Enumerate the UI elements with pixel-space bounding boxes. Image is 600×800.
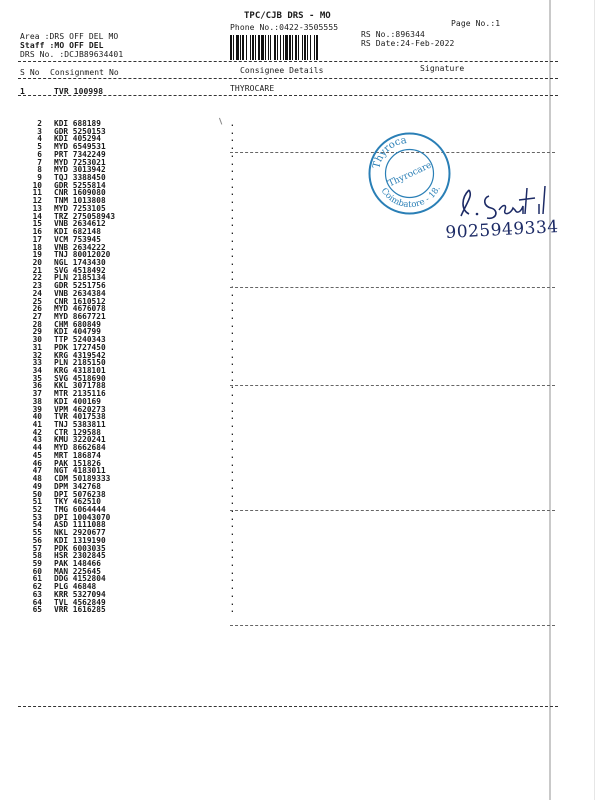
row-marker: . xyxy=(230,227,235,237)
row-sno: 58 xyxy=(32,551,42,561)
row-consignment-no: NGT 4183011 xyxy=(54,466,106,476)
row-consignment-no: PDK 6003035 xyxy=(54,543,106,553)
row-marker: . xyxy=(230,250,235,260)
rs-date: RS Date:24-Feb-2022 xyxy=(361,39,455,48)
row-sno: 53 xyxy=(32,512,42,522)
row-marker: . xyxy=(230,242,235,252)
row-marker: . xyxy=(230,134,235,144)
table-row xyxy=(18,606,278,614)
row-consignment-no: TVL 4562849 xyxy=(54,597,106,607)
row-consignment-no: MTR 2135116 xyxy=(54,389,106,399)
row-consignment-no: CNR 1609080 xyxy=(54,188,106,198)
row-consignment-no: MYD 3013942 xyxy=(54,165,106,175)
row-marker: . xyxy=(230,389,235,399)
row-sno: 31 xyxy=(32,342,42,352)
row-sno: 23 xyxy=(32,281,42,291)
row-sno: 62 xyxy=(32,582,42,592)
row-consignment-no: DPM 342768 xyxy=(54,481,101,491)
row-consignment-no: TTP 5240343 xyxy=(54,335,106,345)
row-consignment-no: KDI 688189 xyxy=(54,119,101,128)
row-marker: . xyxy=(230,173,235,183)
row-marker: . xyxy=(230,211,235,221)
header-divider-bottom xyxy=(18,78,558,79)
row-sno: 43 xyxy=(32,435,42,445)
row-marker: . xyxy=(230,342,235,352)
page-number: Page No.:1 xyxy=(451,19,501,28)
signature-divider xyxy=(230,510,555,511)
row-consignment-no: KDI 404799 xyxy=(54,327,101,337)
row-sno: 13 xyxy=(32,203,42,213)
row-consignment-no: MRT 186874 xyxy=(54,450,101,460)
row-sno: 11 xyxy=(32,188,42,198)
rs-number: RS No.:896344 xyxy=(361,30,425,39)
row-sno: 52 xyxy=(32,504,42,514)
row-consignment-no: CHM 680849 xyxy=(54,319,101,329)
footer-divider xyxy=(18,706,558,707)
row-sno: 25 xyxy=(32,296,42,306)
row-sno: 9 xyxy=(37,173,42,183)
row-consignment-no: PAK 151826 xyxy=(54,458,101,468)
row-consignment-no: MYD 6549531 xyxy=(54,142,106,152)
row-marker: . xyxy=(230,450,235,460)
row-consignment-no: NGL 1743430 xyxy=(54,257,106,267)
row-sno: 14 xyxy=(32,211,42,221)
row-marker: . xyxy=(230,435,235,445)
row-consignment-no: TNM 1013808 xyxy=(54,196,106,206)
row-marker: . xyxy=(230,180,235,190)
row-sno: 54 xyxy=(32,520,42,530)
row-sno: 61 xyxy=(32,574,42,584)
row-sno: 39 xyxy=(32,404,42,414)
row-marker: . xyxy=(230,466,235,476)
row-marker: . xyxy=(230,304,235,314)
row-consignment-no: TRZ 275058943 xyxy=(54,211,116,221)
row-sno: 29 xyxy=(32,327,42,337)
row-marker: . xyxy=(230,489,235,499)
row-consignment-no: VPM 4620273 xyxy=(54,404,106,414)
row-sno: 41 xyxy=(32,420,42,430)
row-sno: 26 xyxy=(32,304,42,314)
row-1-consignee: THYROCARE xyxy=(230,84,275,93)
row-consignment-no: DPI 5076238 xyxy=(54,489,106,499)
stamp-center-text: Thyrocare xyxy=(386,160,434,190)
sheet-title: TPC/CJB DRS - MO xyxy=(244,11,331,21)
row-1-divider xyxy=(18,95,558,96)
row-sno: 16 xyxy=(32,227,42,237)
header-divider-top xyxy=(18,61,558,62)
row-consignment-no: GDR 5251756 xyxy=(54,281,106,291)
row-marker: . xyxy=(230,582,235,592)
consignment-list xyxy=(18,120,278,614)
row-consignment-no: PLN 2185150 xyxy=(54,358,106,368)
row-sno: 36 xyxy=(32,381,42,391)
row-sno: 44 xyxy=(32,443,42,453)
page-edge-shadow xyxy=(549,0,551,800)
row-consignment-no: NKL 2920677 xyxy=(54,528,106,538)
row-marker: . xyxy=(230,535,235,545)
row-sno: 49 xyxy=(32,481,42,491)
row-marker: . xyxy=(230,396,235,406)
row-consignment-no: KRG 4319542 xyxy=(54,350,106,360)
row-sno: 46 xyxy=(32,458,42,468)
row-consignment-no: TMG 6064444 xyxy=(54,504,106,514)
row-marker: . xyxy=(230,265,235,275)
phone-number: Phone No.:0422-3505555 xyxy=(230,23,339,32)
row-sno: 35 xyxy=(32,373,42,383)
thyrocare-stamp xyxy=(367,131,452,216)
row-consignment-no: VRR 1616285 xyxy=(54,605,106,615)
row-consignment-no: KMU 3220241 xyxy=(54,435,106,445)
row-sno: 42 xyxy=(32,427,42,437)
row-marker: . xyxy=(230,350,235,360)
row-sno: 60 xyxy=(32,566,42,576)
row-marker: . xyxy=(230,126,235,136)
row-consignment-no: PDK 1727450 xyxy=(54,342,106,352)
row-marker: . xyxy=(230,481,235,491)
row-consignment-no: PRT 7342249 xyxy=(54,149,106,159)
row-sno: 51 xyxy=(32,497,42,507)
row-marker: . xyxy=(230,474,235,484)
row-marker: . xyxy=(230,358,235,368)
row-marker: . xyxy=(230,366,235,375)
row-sno: 40 xyxy=(32,412,42,422)
column-consignment-no: Consignment No xyxy=(50,68,119,77)
row-marker: . xyxy=(230,543,235,553)
barcode-image xyxy=(230,35,351,60)
row-consignment-no: TNJ 80012020 xyxy=(54,250,111,260)
row-marker: . xyxy=(230,196,235,206)
row-consignment-no: PAK 148466 xyxy=(54,558,101,568)
row-sno: 33 xyxy=(32,358,42,368)
row-sno: 17 xyxy=(32,234,42,244)
row-consignment-no: GDR 5255814 xyxy=(54,180,106,190)
row-consignment-no: MYD 4676078 xyxy=(54,304,106,314)
row-consignment-no: MYD 8662684 xyxy=(54,443,106,453)
row-sno: 19 xyxy=(32,250,42,260)
row-marker: . xyxy=(230,219,235,229)
row-consignment-no: HSR 2302845 xyxy=(54,551,106,561)
row-sno: 3 xyxy=(37,126,42,136)
row-marker: . xyxy=(230,335,235,345)
row-marker: . xyxy=(230,458,235,468)
row-marker: . xyxy=(230,188,235,198)
row-marker: . xyxy=(230,157,235,167)
row-marker: . xyxy=(230,574,235,584)
row-sno: 38 xyxy=(32,396,42,406)
row-marker: . xyxy=(230,551,235,561)
row-marker: . xyxy=(230,520,235,530)
row-consignment-no: VCM 753945 xyxy=(54,234,101,244)
row-marker: . xyxy=(230,381,235,391)
row-sno: 48 xyxy=(32,474,42,484)
row-consignment-no: ASD 1111088 xyxy=(54,520,106,530)
row-marker: . xyxy=(230,558,235,568)
row-consignment-no: TNJ 5383811 xyxy=(54,420,106,430)
area-label: Area :DRS OFF DEL MO xyxy=(20,32,119,41)
row-consignment-no: KDI 405294 xyxy=(54,134,101,144)
row-sno: 30 xyxy=(32,335,42,345)
row-marker: . xyxy=(230,589,235,599)
row-marker: . xyxy=(230,165,235,175)
row-marker: . xyxy=(230,296,235,306)
row-consignment-no: GDR 5250153 xyxy=(54,126,106,136)
row-marker: . xyxy=(230,234,235,244)
row-marker: . xyxy=(230,288,235,298)
row-1-consignment: TVR 100998 xyxy=(54,87,104,96)
row-sno: 6 xyxy=(37,149,42,159)
row-sno: 32 xyxy=(32,350,42,360)
row-sno: 47 xyxy=(32,466,42,476)
row-consignment-no: MYD 8667721 xyxy=(54,311,106,321)
row-consignment-no: DDG 4152804 xyxy=(54,574,106,584)
row-sno: 2 xyxy=(37,119,42,128)
row-consignment-no: DPI 10043070 xyxy=(54,512,111,522)
row-consignment-no: SVG 4518690 xyxy=(54,373,106,383)
row-consignment-no: VNB 2634384 xyxy=(54,288,106,298)
row-marker: . xyxy=(230,257,235,267)
row-marker: . xyxy=(230,420,235,430)
row-marker: . xyxy=(230,373,235,383)
row-marker: . xyxy=(230,142,235,152)
signature-divider xyxy=(230,625,555,626)
row-sno: 22 xyxy=(32,273,42,283)
row-sno: 27 xyxy=(32,311,42,321)
row-marker: . xyxy=(230,427,235,437)
row-marker: . xyxy=(230,566,235,576)
row-marker: . xyxy=(230,119,235,128)
row-marker: . xyxy=(230,497,235,507)
row-marker: . xyxy=(230,327,235,337)
row-sno: 20 xyxy=(32,257,42,267)
row-consignment-no: KDI 400169 xyxy=(54,396,101,406)
row-consignment-no: PLN 2185134 xyxy=(54,273,106,283)
row-sno: 21 xyxy=(32,265,42,275)
row-marker: . xyxy=(230,281,235,291)
row-sno: 65 xyxy=(32,605,42,615)
row-consignment-no: TKY 462510 xyxy=(54,497,101,507)
row-sno: 57 xyxy=(32,543,42,553)
stamp-bottom-text: Coimbatore - 18. xyxy=(378,184,443,211)
row-sno: 50 xyxy=(32,489,42,499)
row-marker: . xyxy=(230,412,235,422)
row-sno: 12 xyxy=(32,196,42,206)
row-consignment-no: VNB 2634612 xyxy=(54,219,106,229)
row-sno: 8 xyxy=(37,165,42,175)
row-sno: 10 xyxy=(32,180,42,190)
row-sno: 5 xyxy=(37,142,42,152)
row-sno: 45 xyxy=(32,450,42,460)
row-sno: 7 xyxy=(37,157,42,167)
row-sno: 56 xyxy=(32,535,42,545)
row-marker: . xyxy=(230,512,235,522)
row-consignment-no: KKL 3071788 xyxy=(54,381,106,391)
row-consignment-no: MYD 7253021 xyxy=(54,157,106,167)
drs-number: DRS No. :DCJB89634401 xyxy=(20,50,124,59)
row-marker: . xyxy=(230,203,235,213)
signature-divider xyxy=(230,287,555,288)
row-marker: . xyxy=(230,311,235,321)
row-sno: 59 xyxy=(32,558,42,568)
row-marker: . xyxy=(230,605,235,615)
row-marker: . xyxy=(230,528,235,538)
row-consignment-no: CTR 129588 xyxy=(54,427,101,437)
row-consignment-no: MYD 7253105 xyxy=(54,203,106,213)
row-marker: . xyxy=(230,597,235,607)
row-sno: 24 xyxy=(32,288,42,298)
row-consignment-no: PLG 46848 xyxy=(54,582,97,592)
stamp-top-text: Thyroca xyxy=(371,134,408,170)
row-sno: 64 xyxy=(32,597,42,607)
signature-divider xyxy=(230,385,555,386)
row-consignment-no: KRG 4318101 xyxy=(54,366,106,375)
row-sno: 4 xyxy=(37,134,42,144)
row-marker: . xyxy=(230,404,235,414)
row-1-sno: 1 xyxy=(20,87,25,96)
row-consignment-no: SVG 4518492 xyxy=(54,265,106,275)
row-consignment-no: TQJ 3388450 xyxy=(54,173,106,183)
row-consignment-no: MAN 225645 xyxy=(54,566,101,576)
row-sno: 63 xyxy=(32,589,42,599)
row-consignment-no: KRR 5327094 xyxy=(54,589,106,599)
row-sno: 28 xyxy=(32,319,42,329)
row-consignment-no: CNR 1610512 xyxy=(54,296,106,306)
column-signature: Signature xyxy=(420,64,465,73)
row-sno: 15 xyxy=(32,219,42,229)
row-consignment-no: VNB 2634222 xyxy=(54,242,106,252)
row-sno: 18 xyxy=(32,242,42,252)
row-marker: . xyxy=(230,504,235,514)
handwritten-phone: 9025949334 xyxy=(445,217,560,243)
page-edge-line xyxy=(594,0,595,800)
row-marker: . xyxy=(230,273,235,283)
row-marker: . xyxy=(230,443,235,453)
row-marker: . xyxy=(230,319,235,329)
row-marker: . xyxy=(230,149,235,159)
row-sno: 34 xyxy=(32,366,42,375)
row-sno: 55 xyxy=(32,528,42,538)
column-consignee-details: Consignee Details xyxy=(240,66,324,75)
row-consignment-no: CDM 50189333 xyxy=(54,474,111,484)
row-sno: 37 xyxy=(32,389,42,399)
column-sno: S No xyxy=(20,68,40,77)
staff-label: Staff :MO OFF DEL xyxy=(20,41,104,50)
row-consignment-no: KDI 682148 xyxy=(54,227,101,237)
row-consignment-no: KDI 1319190 xyxy=(54,535,106,545)
row-consignment-no: TVR 4017538 xyxy=(54,412,106,422)
